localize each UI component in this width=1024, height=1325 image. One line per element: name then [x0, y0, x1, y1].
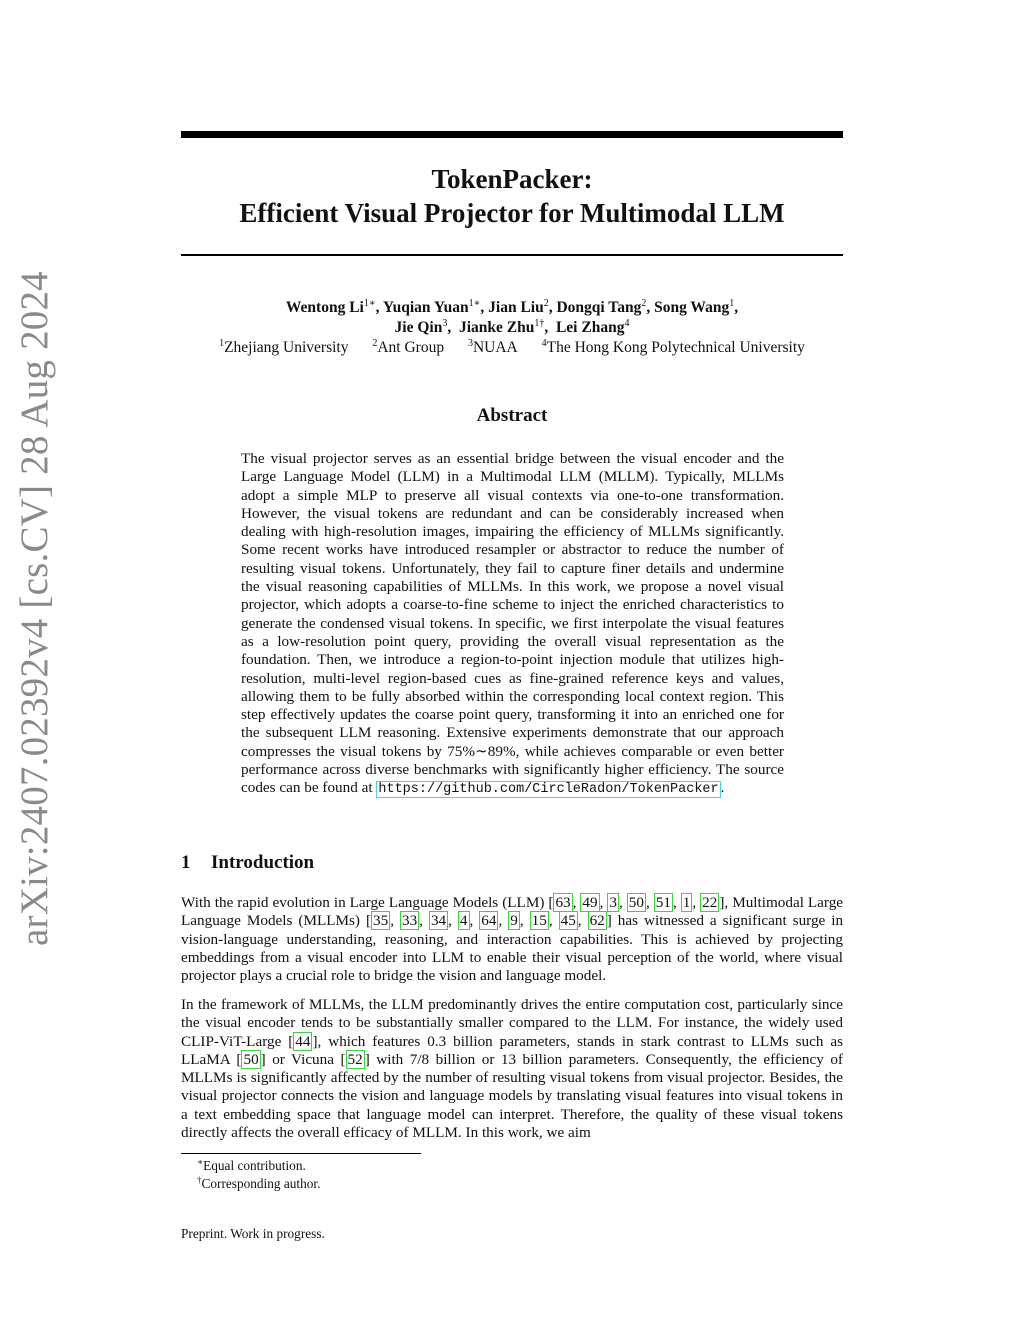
citation-link[interactable]: 50 — [628, 894, 644, 911]
citation-link[interactable]: 50 — [243, 1050, 259, 1068]
affiliation-sup: 2 — [372, 338, 378, 349]
affiliation-sup: 1 — [219, 338, 225, 349]
citation-link[interactable]: 64 — [481, 912, 497, 930]
abstract-text: The visual projector serves as an essential bridge between the visual encoder and the Large Language Model (LLM) in a Multimodal LLM (MLLM). Typically, MLLMs adopt a simple MLP to preserve all visual contexts via one-to-one transformation. However, the visual tokens are redundant and can be considerably increased when dealing with high-resolution images, impairing the efficiency of MLLMs significantly. Some recent works have introduced resampler or abstractor to reduce the number of resulting visual tokens. Unfortunately, they fail to capture finer details and undermine the visual reasoning capabilities of MLLMs. In this work, we propose a novel visual projector, which adopts a coarse-to-fine scheme to inject the enriched characteristics to generate the condensed visual tokens. In specific, we first interpolate the visual features as a low-resolution point query, providing the overall visual representation as the foundation. Then, we introduce a region-to-point injection module that utilizes high-resolution, multi-level region-based cues as fine-grained reference keys and values, allowing them to be fully absorbed within the corresponding local context region. This step effectively updates the coarse point query, transforming it into an enriched one for the subsequent LLM reasoning. Extensive experiments demonstrate that our approach compresses the visual tokens by 75%∼89%, while achieves comparable or even better performance across diverse benchmarks with significantly higher efficiency. The source codes can be found at — [241, 450, 784, 797]
affiliation — [542, 339, 805, 356]
citation-link[interactable]: 44 — [295, 1032, 311, 1050]
citation-link[interactable]: 62 — [589, 912, 605, 930]
author-name: Jianke Zhu — [458, 319, 535, 336]
citation-link[interactable]: 34 — [430, 912, 447, 930]
paragraph-text: ], Multimodal Large Language Models (MLLMs) [ — [181, 894, 844, 930]
intro-paragraph-1: With the rapid evolution in Large Language Models (LLM) [ 63 , 49 , 3 , 50 , 51 , 1 , 22 ], Multimodal Large Language Models (MLLMs) [ 35 , 33 , 34 , 4 , 64 , 9 , 15 , 45 , 62 ] has witnessed a significant surge in vision-language understanding, reasoning, and interaction capabilities. This is achieved by projecting embeddings from a visual encoder into LLM to enable their visual perception of the world, where visual projector plays a crucial role to bridge the vision and language model. — [181, 894, 844, 985]
intro-paragraph-2 — [181, 996, 843, 1142]
citation-link[interactable]: 52 — [347, 1050, 363, 1068]
author-name: Lei Zhang — [555, 319, 625, 336]
footnote-equal-contribution — [197, 1158, 306, 1174]
section-number: 1 — [181, 852, 191, 873]
author-name: Wentong Li — [285, 299, 364, 316]
author-sup: 1† — [534, 318, 545, 329]
paragraph-text: In the framework of MLLMs, the LLM predominantly drives the entire computation cost, particularly since the visual encoder tends to be substantially smaller compared to the LLM. For instance, the widely used CLIP-ViT-Large [ — [181, 996, 843, 1050]
author-name: Dongqi Tang — [556, 299, 642, 316]
author-sup: 2 — [543, 298, 549, 309]
source-code-link[interactable]: https://github.com/CircleRadon/TokenPacker — [378, 782, 719, 798]
affiliation-name: Zhejiang University — [224, 339, 349, 356]
footnote-corresponding-author — [197, 1176, 320, 1192]
author-sup: 1∗ — [363, 298, 376, 309]
citation-link[interactable]: 22 — [702, 894, 718, 911]
author-sup: 1 — [729, 298, 735, 309]
affiliation-sup: 3 — [467, 338, 473, 349]
citation-link[interactable]: 9 — [510, 912, 518, 930]
paragraph-text: ] with 7/8 billion or 13 billion parameters. Consequently, the efficiency of MLLMs is significantly affected by the number of resulting visual tokens from visual projector. Besides, the visual projector connects the vision and language models by translating visual features into visual tokens in a text embedding space that language model can interpret. Therefore, the quality of these visual tokens directly affects the overall efficacy of MLLM. In this work, we aim — [181, 1050, 843, 1142]
paragraph-text: ] has witnessed a significant surge in vision-language understanding, reasoning, and interaction capabilities. This is achieved by projecting embeddings from a visual encoder into LLM to enable their visual perception of the world, where visual projector plays a crucial role to bridge the vision and language model. — [181, 912, 844, 985]
section-heading-introduction — [181, 852, 314, 874]
section-title: Introduction — [211, 852, 315, 873]
author-name: Jie Qin — [394, 319, 443, 336]
title-top-rule — [181, 131, 843, 138]
abstract-body — [241, 450, 784, 800]
citation-link[interactable]: 63 — [555, 894, 571, 911]
author-sup: 1∗ — [468, 298, 481, 309]
paragraph-text: ] or Vicuna [ — [260, 1050, 346, 1068]
affiliation — [372, 339, 444, 356]
footnote-mark: † — [197, 1175, 202, 1185]
citation-link[interactable]: 3 — [609, 894, 617, 911]
paragraph-text: ], which features 0.3 billion parameters, stands in stark contrast to LLMs such as LLaMA [ — [181, 1032, 843, 1068]
affiliation-name: The Hong Kong Polytechnical University — [546, 339, 805, 356]
title-line-1: TokenPacker: — [431, 164, 593, 194]
author-block — [181, 298, 843, 358]
paragraph-text: With the rapid evolution in Large Language Models (LLM) [ — [181, 894, 554, 911]
paper-title — [181, 162, 843, 230]
author-sup: 2 — [641, 298, 647, 309]
citation-link[interactable]: 15 — [531, 912, 547, 930]
abstract-end: . — [720, 779, 725, 797]
author-line-1: Wentong $Li^{1∗}$, Yuqian Yuan$^{1∗}$, Jian Liu$^2$, Dongqi Tang$^2$, Song Wang$^1$, — [285, 298, 739, 316]
affiliation — [219, 339, 348, 356]
affiliations-line — [181, 338, 843, 358]
author-sup: 4 — [624, 318, 630, 329]
author-name: Jian Liu — [488, 299, 544, 316]
title-line-2: Efficient Visual Projector for Multimodal LLM — [239, 198, 785, 228]
citation-link[interactable]: 45 — [560, 912, 576, 930]
citation-link[interactable]: 4 — [459, 912, 468, 930]
author-name: Song Wang — [654, 299, 730, 316]
citation-link[interactable]: 49 — [582, 894, 598, 911]
footnote-text: Equal contribution. — [203, 1158, 306, 1173]
citation-link[interactable]: 35 — [373, 912, 389, 930]
footnote-rule — [181, 1153, 421, 1154]
citation-link[interactable]: 33 — [401, 912, 418, 930]
arxiv-identifier: arXiv:2407.02392v4 [cs.CV] 28 Aug 2024 — [13, 271, 56, 946]
affiliation-name: Ant Group — [377, 339, 445, 356]
author-line-2: Jie Qin$^3$, Jianke Zhu$^{1\dagger}$, Lei Zhang$^4$ — [394, 318, 630, 336]
citation-link[interactable]: 51 — [655, 894, 671, 911]
affiliation-sup: 4 — [541, 338, 547, 349]
title-bottom-rule — [181, 254, 843, 256]
affiliation-name: NUAA — [472, 339, 518, 356]
citation-link[interactable]: 1 — [682, 894, 691, 911]
author-name: Yuqian Yuan — [382, 299, 469, 316]
abstract-heading: Abstract — [476, 405, 548, 426]
affiliation — [468, 339, 518, 356]
footnote-mark: ∗ — [197, 1157, 204, 1167]
author-sup: 3 — [442, 318, 448, 329]
page-footer: Preprint. Work in progress. — [181, 1226, 325, 1241]
footnote-text: Corresponding author. — [201, 1176, 321, 1191]
